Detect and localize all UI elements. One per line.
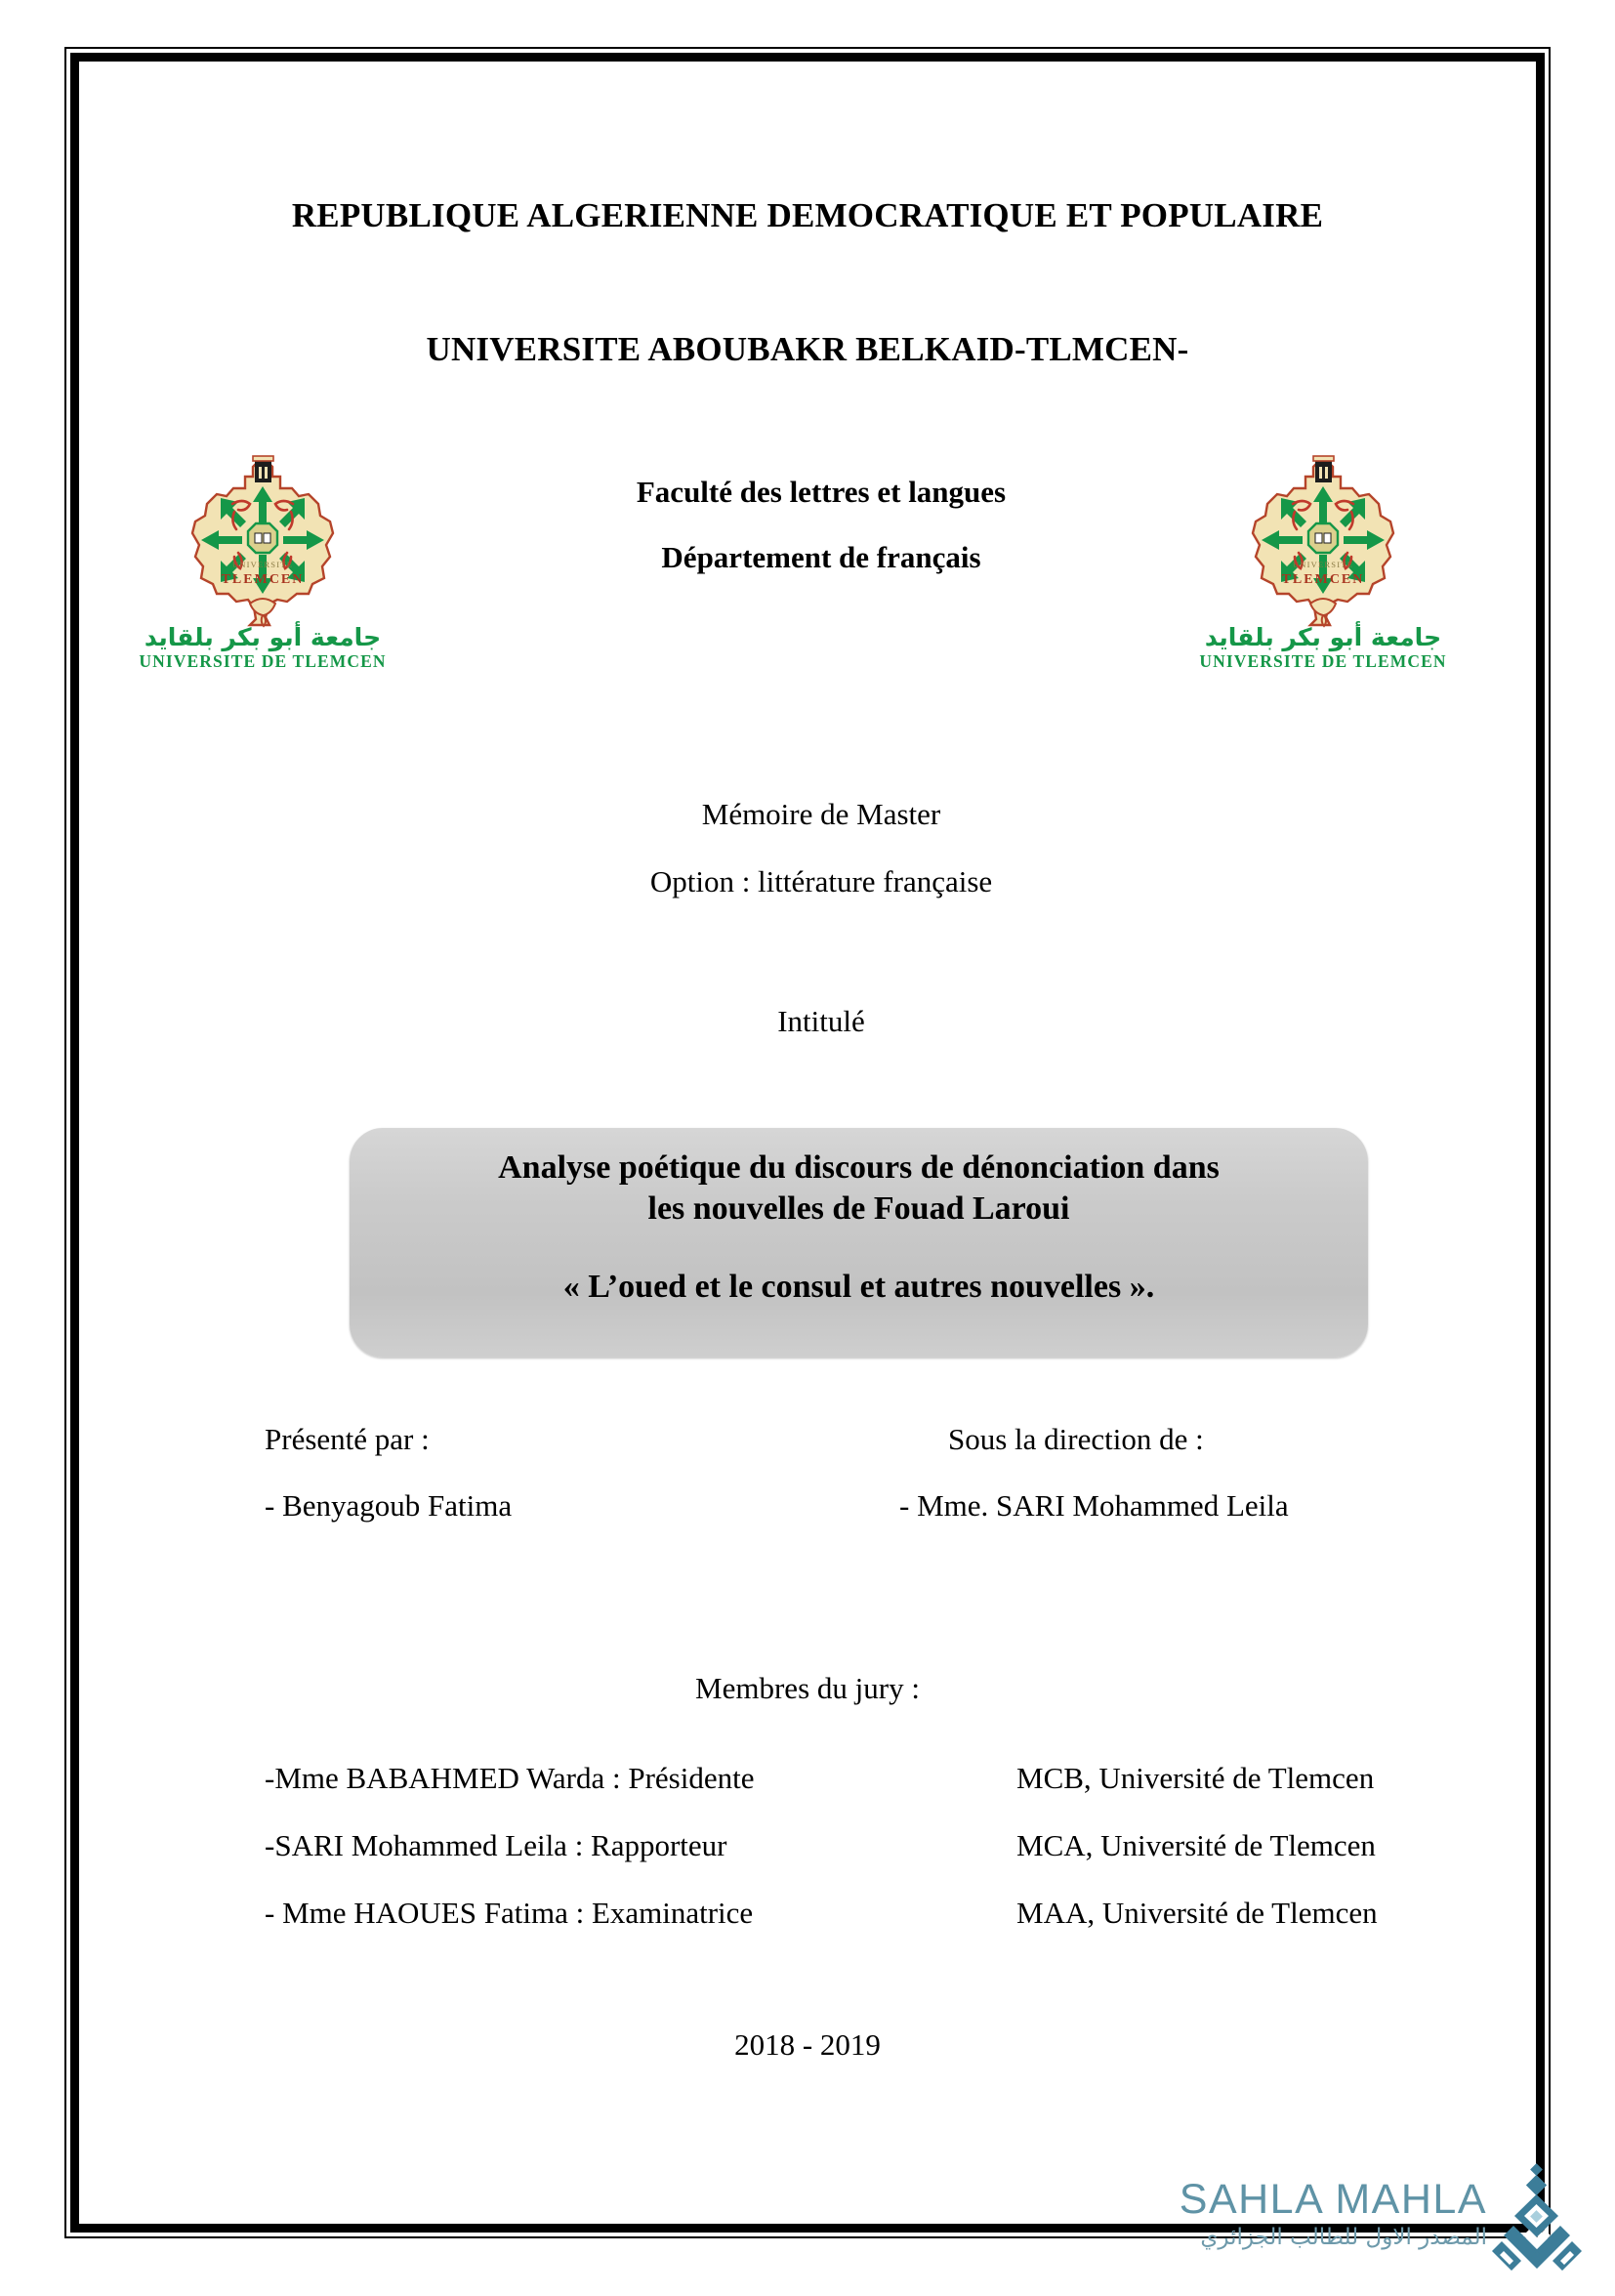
tlemcen-university-emblem-icon — [178, 447, 349, 628]
degree-block — [499, 799, 1143, 897]
faculty-block — [499, 477, 1143, 572]
watermark-brand-name: SAHLA MAHLA — [1179, 2176, 1487, 2223]
svg-text:TLEMCEN: TLEMCEN — [1281, 572, 1364, 587]
university-heading: UNIVERSITE ABOUBAKR BELKAID-TLMCEN- — [426, 330, 1189, 368]
jury-row — [79, 1761, 1536, 1828]
supervised-by-label: Sous la direction de : — [948, 1422, 1204, 1456]
logo-arabic-text: جامعة أبو بكر بلقايد — [144, 623, 382, 651]
page-border-inner — [70, 53, 1545, 2250]
supervisor-name: - Mme. SARI Mohammed Leila — [899, 1488, 1289, 1523]
student-name: - Benyagoub Fatima — [265, 1488, 513, 1523]
academic-year: 2018 - 2019 — [734, 2027, 881, 2062]
university-logo-left — [136, 447, 390, 671]
jury-member-name: -Mme BABAHMED Warda : Présidente — [265, 1761, 755, 1795]
logo-latin-text: UNIVERSITE DE TLEMCEN — [139, 650, 387, 671]
faculty-name: Faculté des lettres et langues — [636, 475, 1007, 509]
republic-heading: REPUBLIQUE ALGERIENNE DEMOCRATIQUE ET POPULAIRE — [291, 196, 1324, 234]
jury-row — [79, 1828, 1536, 1896]
jury-heading: Membres du jury : — [695, 1671, 920, 1705]
presented-by-label: Présenté par : — [265, 1422, 430, 1456]
jury-member-affiliation: MAA, Université de Tlemcen — [1016, 1896, 1378, 1930]
svg-text:TLEMCEN: TLEMCEN — [221, 572, 304, 587]
svg-text:UNIVERSITE: UNIVERSITE — [231, 560, 293, 569]
degree-type: Mémoire de Master — [701, 797, 941, 831]
thesis-title-line-1: Analyse poétique du discours de dénonciation dans — [498, 1149, 1220, 1186]
logo-latin-text: UNIVERSITE DE TLEMCEN — [1199, 650, 1447, 671]
university-logo-right — [1196, 447, 1450, 671]
department-name: Département de français — [661, 540, 981, 574]
logo-arabic-text: جامعة أبو بكر بلقايد — [1204, 623, 1442, 651]
jury-row — [79, 1896, 1536, 1963]
degree-option: Option : littérature française — [649, 864, 993, 898]
author-supervisor-section — [79, 1422, 1536, 1549]
jury-member-affiliation: MCB, Université de Tlemcen — [1016, 1761, 1375, 1795]
watermark-arabic-tagline: المصدر الاول للطالب الجزائري — [1200, 2225, 1487, 2250]
intitule-label: Intitulé — [777, 1004, 865, 1038]
sahla-mahla-watermark — [1131, 2176, 1590, 2296]
watermark-text-block — [1131, 2176, 1487, 2252]
jury-member-name: -SARI Mohammed Leila : Rapporteur — [265, 1828, 727, 1862]
thesis-title-line-2: les nouvelles de Fouad Laroui — [647, 1190, 1070, 1227]
thesis-title-subtitle: « L’oued et le consul et autres nouvelles ». — [562, 1268, 1155, 1305]
cover-page-content — [79, 62, 1536, 2250]
page-border-outer — [64, 47, 1551, 2250]
jury-member-name: - Mme HAOUES Fatima : Examinatrice — [265, 1896, 754, 1930]
svg-text:UNIVERSITE: UNIVERSITE — [1292, 560, 1353, 569]
tlemcen-university-emblem-icon — [1238, 447, 1409, 628]
jury-member-affiliation: MCA, Université de Tlemcen — [1016, 1828, 1376, 1862]
thesis-title-box — [350, 1128, 1368, 1357]
jury-list — [79, 1761, 1536, 1963]
sahla-mahla-logo-icon — [1484, 2163, 1590, 2288]
